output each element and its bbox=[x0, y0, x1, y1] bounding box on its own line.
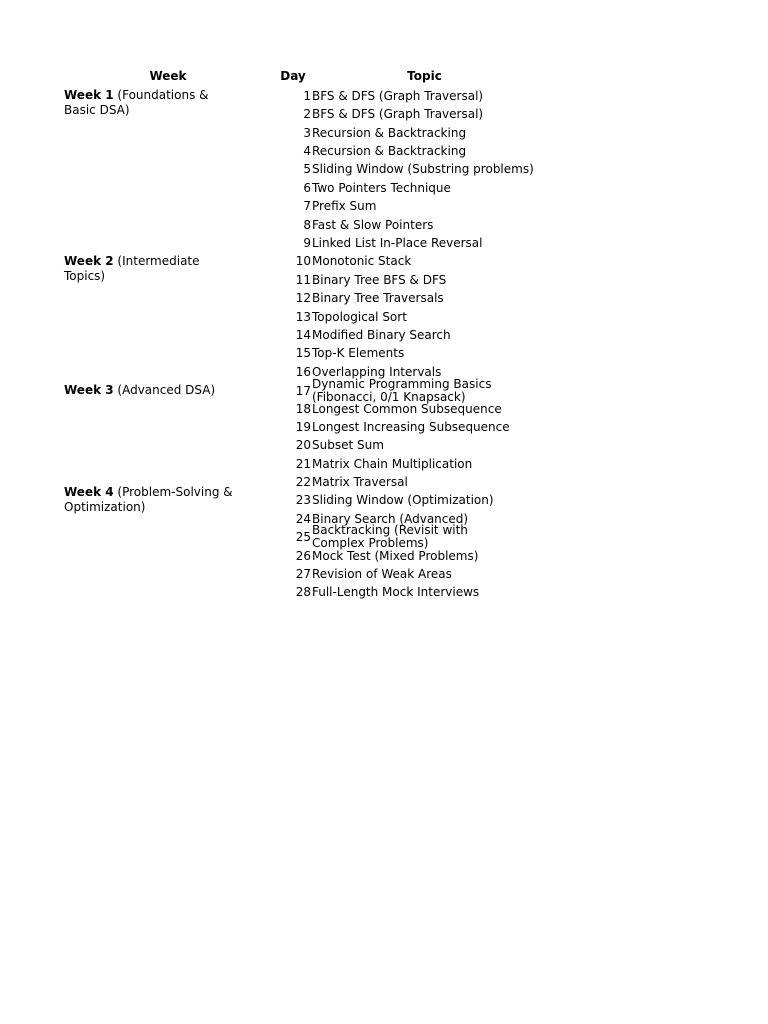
day-number: 10 bbox=[295, 254, 311, 268]
day-number: 14 bbox=[295, 328, 311, 342]
day-topic: Modified Binary Search bbox=[312, 328, 451, 342]
week-3-label bbox=[64, 383, 242, 398]
day-topic: Subset Sum bbox=[312, 438, 384, 452]
day-row-28 bbox=[274, 583, 574, 601]
week-1-label bbox=[64, 88, 242, 118]
day-row-18 bbox=[274, 400, 574, 418]
day-row-10 bbox=[274, 252, 574, 270]
day-topic: Linked List In-Place Reversal bbox=[312, 236, 483, 250]
day-number: 26 bbox=[295, 549, 311, 563]
day-number: 18 bbox=[295, 402, 311, 416]
day-number: 21 bbox=[295, 457, 311, 471]
day-topic: BFS & DFS (Graph Traversal) bbox=[312, 89, 484, 103]
day-number: 3 bbox=[303, 126, 311, 140]
day-row-5 bbox=[274, 160, 574, 178]
day-number: 11 bbox=[295, 273, 311, 287]
day-number: 22 bbox=[295, 475, 311, 489]
week-1-title: Week 1 bbox=[64, 88, 114, 102]
week-4-title: Week 4 bbox=[64, 485, 114, 499]
day-number: 17 bbox=[295, 384, 311, 398]
day-number: 7 bbox=[303, 199, 311, 213]
day-topic: Two Pointers Technique bbox=[312, 181, 451, 195]
day-number: 9 bbox=[303, 236, 311, 250]
day-topic: Longest Common Subsequence bbox=[312, 402, 502, 416]
day-number: 15 bbox=[295, 346, 311, 360]
day-number: 19 bbox=[295, 420, 311, 434]
day-topic: BFS & DFS (Graph Traversal) bbox=[312, 107, 484, 121]
day-topic: Matrix Traversal bbox=[312, 475, 408, 489]
header-day: Day bbox=[280, 69, 306, 83]
day-row-1 bbox=[274, 87, 574, 105]
day-number: 27 bbox=[295, 567, 311, 581]
header-week: Week bbox=[149, 69, 187, 83]
day-number: 2 bbox=[303, 107, 311, 121]
day-row-27 bbox=[274, 565, 574, 583]
day-topic: Recursion & Backtracking bbox=[312, 144, 467, 158]
day-topic: Prefix Sum bbox=[312, 199, 377, 213]
day-row-15 bbox=[274, 344, 574, 362]
day-topic: Fast & Slow Pointers bbox=[312, 218, 434, 232]
day-topic: Recursion & Backtracking bbox=[312, 126, 467, 140]
day-row-20 bbox=[274, 436, 574, 454]
header-topic: Topic bbox=[407, 69, 442, 83]
day-topic: Mock Test (Mixed Problems) bbox=[312, 549, 479, 563]
day-row-21 bbox=[274, 455, 574, 473]
day-row-9 bbox=[274, 234, 574, 252]
day-number: 16 bbox=[295, 365, 311, 379]
day-row-14 bbox=[274, 326, 574, 344]
day-topic: Revision of Weak Areas bbox=[312, 567, 452, 581]
day-row-7 bbox=[274, 197, 574, 215]
day-topic: Sliding Window (Optimization) bbox=[312, 493, 494, 507]
week-2-title: Week 2 bbox=[64, 254, 114, 268]
day-number: 8 bbox=[303, 218, 311, 232]
day-topic: Topological Sort bbox=[312, 310, 407, 324]
day-number: 25 bbox=[295, 530, 311, 544]
day-topic: Matrix Chain Multiplication bbox=[312, 457, 473, 471]
day-row-2 bbox=[274, 105, 574, 123]
week-2-label bbox=[64, 254, 242, 284]
day-number: 5 bbox=[303, 162, 311, 176]
day-number: 12 bbox=[295, 291, 311, 305]
week-4-label bbox=[64, 485, 242, 515]
day-row-25 bbox=[274, 523, 574, 550]
day-topic: Top-K Elements bbox=[312, 346, 405, 360]
day-number: 20 bbox=[295, 438, 311, 452]
week-4-desc: (Problem-Solving & Optimization) bbox=[64, 485, 233, 514]
day-row-13 bbox=[274, 308, 574, 326]
day-topic: Binary Search (Advanced) bbox=[312, 512, 469, 526]
day-number: 28 bbox=[295, 585, 311, 599]
day-row-12 bbox=[274, 289, 574, 307]
day-topic: Longest Increasing Subsequence bbox=[312, 420, 510, 434]
day-number: 13 bbox=[295, 310, 311, 324]
day-row-3 bbox=[274, 124, 574, 142]
day-number: 4 bbox=[303, 144, 311, 158]
day-topic: Dynamic Programming Basics (Fibonacci, 0/1 Knapsack) bbox=[312, 377, 492, 404]
day-topic: Full-Length Mock Interviews bbox=[312, 585, 480, 599]
day-topic: Binary Tree Traversals bbox=[312, 291, 444, 305]
day-row-19 bbox=[274, 418, 574, 436]
week-1-desc: (Foundations & Basic DSA) bbox=[64, 88, 209, 117]
day-number: 6 bbox=[303, 181, 311, 195]
day-row-8 bbox=[274, 216, 574, 234]
day-row-4 bbox=[274, 142, 574, 160]
day-topic: Binary Tree BFS & DFS bbox=[312, 273, 447, 287]
day-row-22 bbox=[274, 473, 574, 491]
day-number: 23 bbox=[295, 493, 311, 507]
day-topic: Overlapping Intervals bbox=[312, 365, 442, 379]
day-row-11 bbox=[274, 271, 574, 289]
day-row-23 bbox=[274, 491, 574, 509]
week-2-desc: (Intermediate Topics) bbox=[64, 254, 200, 283]
week-3-title: Week 3 bbox=[64, 383, 114, 397]
week-3-desc: (Advanced DSA) bbox=[113, 383, 216, 397]
day-topic: Backtracking (Revisit with Complex Problems) bbox=[312, 523, 468, 550]
day-number: 1 bbox=[303, 89, 311, 103]
day-topic: Monotonic Stack bbox=[312, 254, 412, 268]
day-row-17 bbox=[274, 377, 574, 404]
day-row-26 bbox=[274, 547, 574, 565]
day-number: 24 bbox=[295, 512, 311, 526]
day-row-6 bbox=[274, 179, 574, 197]
day-topic: Sliding Window (Substring problems) bbox=[312, 162, 534, 176]
